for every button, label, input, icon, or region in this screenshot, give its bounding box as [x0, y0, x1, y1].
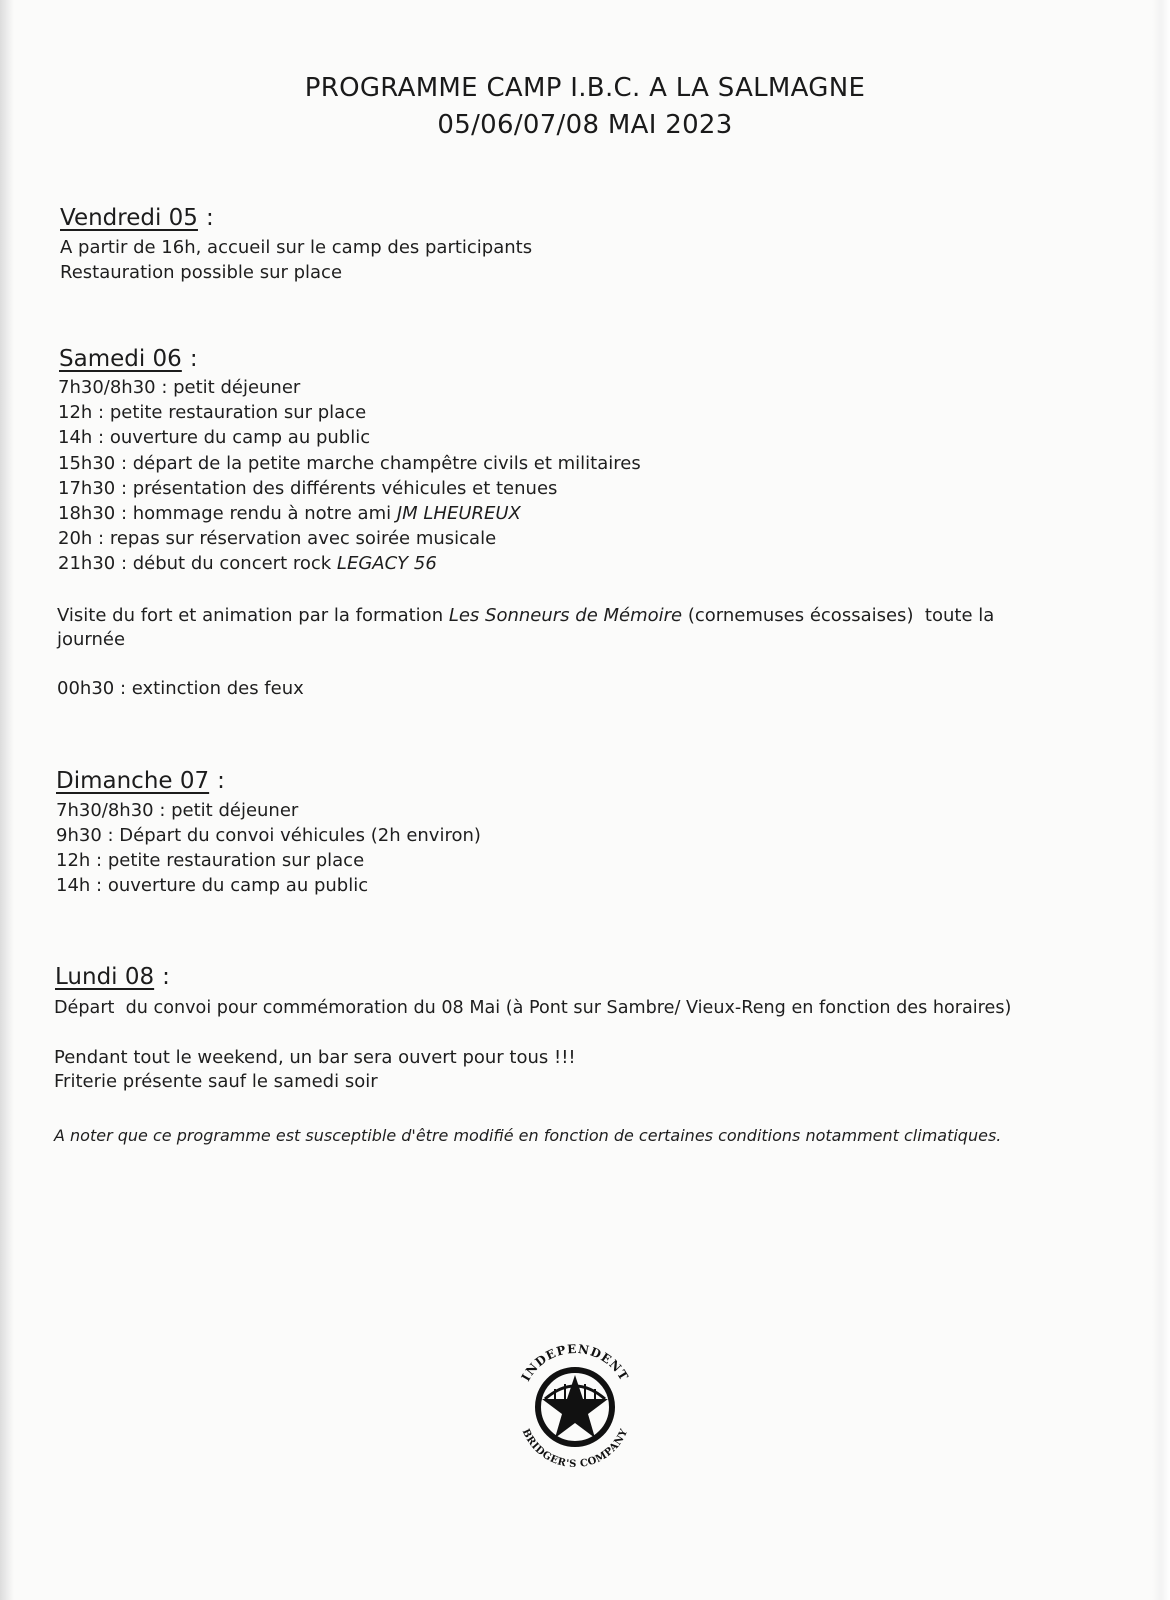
saturday-concert: [58, 553, 437, 574]
heading-friday-label: Vendredi 05: [60, 205, 198, 231]
bar-info: Pendant tout le weekend, un bar sera ouvert pour tous !!!: [54, 1047, 576, 1068]
scan-shadow-left: [0, 0, 14, 1600]
saturday-line: 7h30/8h30 : petit déjeuner: [58, 377, 301, 398]
saturday-line: 14h : ouverture du camp au public: [58, 427, 371, 448]
saturday-line: 15h30 : départ de la petite marche champêtre civils et militaires: [58, 453, 641, 474]
page-dates: 05/06/07/08 MAI 2023: [437, 110, 733, 140]
sunday-line: 7h30/8h30 : petit déjeuner: [56, 800, 299, 821]
saturday-line: 17h30 : présentation des différents véhicules et tenues: [58, 478, 558, 499]
visit-suffix: (cornemuses écossaises) toute la: [682, 605, 995, 626]
heading-saturday-colon: :: [189, 346, 198, 372]
logo-star-icon: [542, 1375, 608, 1438]
saturday-visit: [57, 605, 994, 626]
logo-bottom-text: BRIDGER'S COMPANY: [519, 1427, 631, 1471]
sunday-line: 12h : petite restauration sur place: [56, 850, 365, 871]
heading-friday: [60, 205, 214, 231]
friterie-info: Friterie présente sauf le samedi soir: [54, 1071, 378, 1092]
heading-sunday-label: Dimanche 07: [56, 768, 210, 794]
saturday-lights-out: 00h30 : extinction des feux: [57, 678, 304, 699]
heading-saturday: [59, 346, 198, 372]
monday-line: Départ du convoi pour commémoration du 08 Mai (à Pont sur Sambre/ Vieux-Reng en fonction des horaires): [54, 998, 1012, 1018]
friday-line: Restauration possible sur place: [60, 262, 343, 283]
saturday-line: 12h : petite restauration sur place: [58, 402, 367, 423]
sunday-line: 14h : ouverture du camp au public: [56, 875, 369, 896]
heading-sunday: [56, 768, 225, 794]
visit-group: Les Sonneurs de Mémoire: [448, 605, 683, 626]
sunday-line: 9h30 : Départ du convoi véhicules (2h environ): [56, 825, 481, 846]
tribute-text: 18h30 : hommage rendu à notre ami: [58, 503, 397, 524]
disclaimer-note: A noter que ce programme est susceptible d'être modifié en fonction de certaines conditions notamment climatiques.: [54, 1126, 1002, 1145]
company-logo: [505, 1333, 645, 1473]
scan-shadow-right: [1152, 0, 1170, 1600]
heading-monday-label: Lundi 08: [55, 964, 155, 990]
friday-line: A partir de 16h, accueil sur le camp des participants: [60, 237, 533, 258]
saturday-line: 20h : repas sur réservation avec soirée musicale: [58, 528, 497, 549]
tribute-name: JM LHEUREUX: [396, 503, 521, 524]
visit-text: Visite du fort et animation par la formation: [57, 605, 449, 626]
page-title: PROGRAMME CAMP I.B.C. A LA SALMAGNE: [304, 73, 866, 103]
concert-text: 21h30 : début du concert rock: [58, 553, 337, 574]
heading-sunday-colon: :: [217, 768, 225, 794]
saturday-visit-cont: journée: [57, 629, 126, 650]
concert-band: LEGACY 56: [336, 553, 437, 574]
heading-monday-colon: :: [162, 964, 170, 990]
saturday-tribute: [58, 503, 521, 524]
heading-friday-colon: :: [205, 205, 214, 231]
logo-top-text: INDEPENDENT: [518, 1341, 632, 1384]
heading-monday: [55, 964, 170, 990]
heading-saturday-label: Samedi 06: [59, 346, 182, 372]
